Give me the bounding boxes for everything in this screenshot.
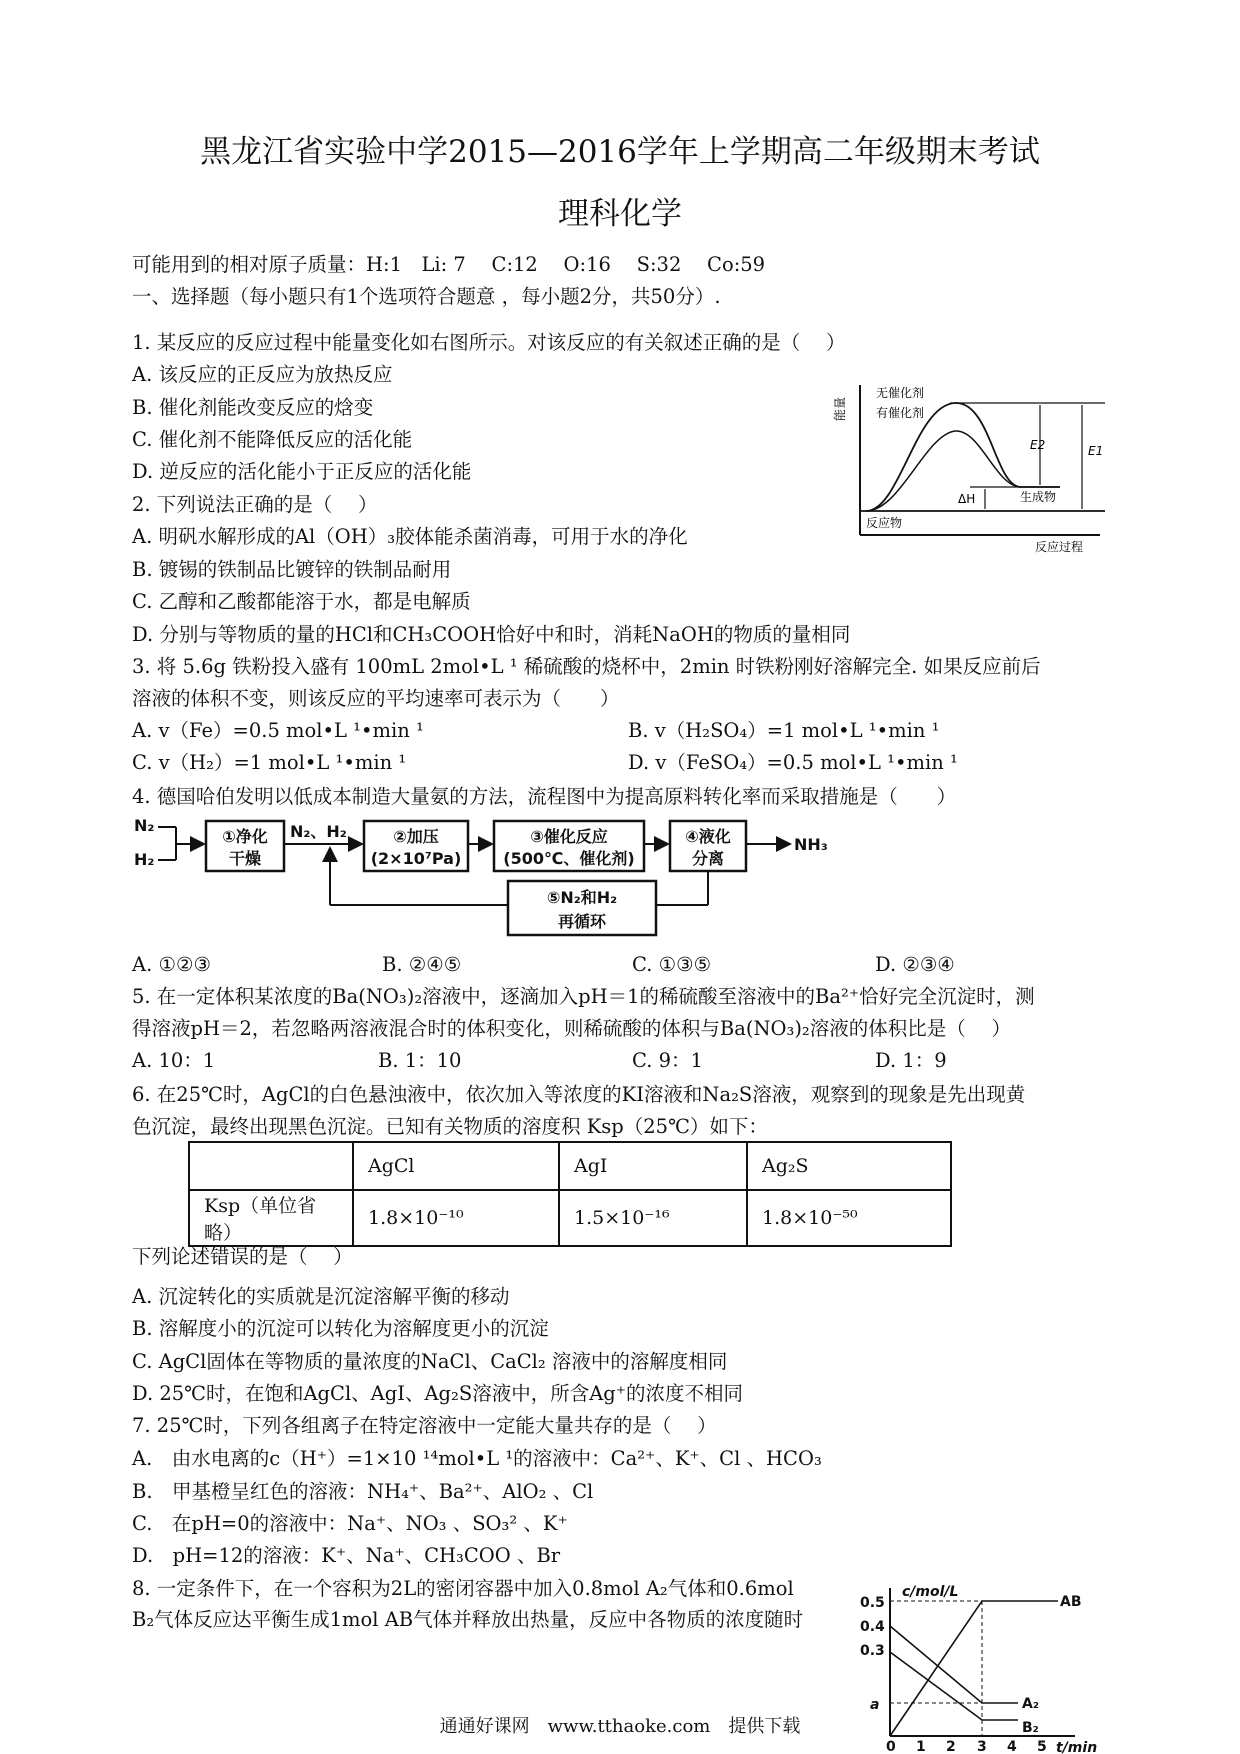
ksp-header-cell	[189, 1142, 353, 1190]
q1-stem: 1. 某反应的反应过程中能量变化如右图所示。对该反应的有关叙述正确的是（ ）	[132, 331, 846, 354]
x-tick: 1	[916, 1739, 926, 1754]
product-label: 生成物	[1020, 490, 1057, 504]
q2-option-d: D. 分别与等物质的量的HCl和CH₃COOH恰好中和时，消耗NaOH的物质的量相同	[132, 623, 851, 646]
x-tick: 4	[1007, 1739, 1017, 1754]
flow-mid-label: N₂、H₂	[290, 822, 347, 841]
series-a2-line	[890, 1626, 1018, 1703]
q2-stem: 2. 下列说法正确的是（ ）	[132, 493, 378, 516]
fig-xlabel: 反应过程	[1035, 540, 1084, 554]
q5-option-b: B. 1：10	[378, 1049, 462, 1072]
q1-option-b: B. 催化剂能改变反应的焓变	[132, 396, 374, 419]
x-tick: 0	[886, 1739, 896, 1754]
q3-option-a: A. v（Fe）=0.5 mol•L ¹•min ¹	[132, 719, 424, 742]
flow-n2: N₂	[134, 816, 155, 835]
q5-option-d: D. 1：9	[875, 1049, 947, 1072]
dh-label: ΔH	[958, 492, 976, 506]
q4-stem: 4. 德国哈伯发明以低成本制造大量氨的方法，流程图中为提高原料转化率而采取措施是（ ）	[132, 785, 957, 808]
q6-stem-2: 色沉淀，最终出现黑色沉淀。已知有关物质的溶度积 Ksp（25℃）如下：	[132, 1115, 768, 1138]
q8-stem-1: 8. 一定条件下，在一个容积为2L的密闭容器中加入0.8mol A₂气体和0.6mol	[132, 1577, 794, 1600]
q5-stem-2: 得溶液pH＝2，若忽略两溶液混合时的体积变化，则稀硫酸的体积与Ba(NO₃)₂溶液的体积比是（ ）	[132, 1017, 1011, 1040]
q7-option-c: C. 在pH=0的溶液中：Na⁺、NO₃ 、SO₃² 、K⁺	[132, 1512, 568, 1535]
e1-label: E1	[1088, 444, 1104, 458]
flow-box4-line1: ④液化	[685, 827, 731, 846]
q1-option-d: D. 逆反应的活化能小于正反应的活化能	[132, 460, 472, 483]
q4-option-d: D. ②③④	[875, 953, 955, 976]
x-tick: 5	[1037, 1739, 1047, 1754]
flow-box1-line1: ①净化	[222, 827, 268, 846]
ksp-header-cell: AgCl	[353, 1142, 559, 1190]
q6-option-c: C. AgCl固体在等物质的量浓度的NaCl、CaCl₂ 溶液中的溶解度相同	[132, 1350, 728, 1373]
q6-stem-1: 6. 在25℃时，AgCl的白色悬浊液中，依次加入等浓度的KI溶液和Na₂S溶液，观察到的现象是先出现黄	[132, 1083, 1026, 1106]
ksp-value-cell: 1.5×10⁻¹⁶	[559, 1190, 747, 1246]
ksp-header-cell: Ag₂S	[747, 1142, 951, 1190]
footer-source: 通通好课网 www.tthaoke.com 提供下载	[439, 1716, 801, 1737]
e2-label: E2	[1030, 438, 1046, 452]
y-tick: 0.4	[860, 1619, 885, 1635]
series-label-a2: A₂	[1022, 1696, 1039, 1712]
graph-ylabel: c/mol/L	[902, 1584, 959, 1600]
y-tick: 0.3	[860, 1643, 885, 1659]
ksp-value-row	[189, 1190, 951, 1246]
series-label-b2: B₂	[1022, 1720, 1039, 1736]
q3-option-b: B. v（H₂SO₄）=1 mol•L ¹•min ¹	[628, 719, 940, 742]
q1-option-a: A. 该反应的正反应为放热反应	[132, 363, 393, 386]
catalysed-curve	[866, 431, 1020, 511]
q6-option-d: D. 25℃时，在饱和AgCl、AgI、Ag₂S溶液中，所含Ag⁺的浓度不相同	[132, 1382, 744, 1405]
ksp-value-cell: 1.8×10⁻⁵⁰	[747, 1190, 951, 1246]
flow-output: NH₃	[794, 835, 828, 854]
q7-option-b: B. 甲基橙呈红色的溶液：NH₄⁺、Ba²⁺、AlO₂ 、Cl	[132, 1480, 594, 1503]
flow-box2-line1: ②加压	[393, 827, 439, 846]
q5-option-c: C. 9：1	[632, 1049, 703, 1072]
q3-option-c: C. v（H₂）=1 mol•L ¹•min ¹	[132, 751, 407, 774]
no-catalyst-label: 无催化剂	[876, 386, 925, 400]
section-heading: 一、选择题（每小题只有1个选项符合题意 ，每小题2分，共50分）.	[132, 285, 721, 308]
q6-option-a: A. 沉淀转化的实质就是沉淀溶解平衡的移动	[132, 1285, 510, 1308]
flow-box4-line2: 分离	[691, 849, 725, 868]
q6-lead: 下列论述错误的是（ ）	[132, 1245, 353, 1268]
q1-option-c: C. 催化剂不能降低反应的活化能	[132, 428, 413, 451]
q4-option-b: B. ②④⑤	[382, 953, 462, 976]
q3-stem-2: 溶液的体积不变，则该反应的平均速率可表示为（ ）	[132, 687, 620, 710]
flow-box2-line2: (2×10⁷Pa)	[370, 849, 462, 868]
atomic-masses: 可能用到的相对原子质量：H:1 Li: 7 C:12 O:16 S:32 Co:59	[132, 253, 766, 276]
q4-option-a: A. ①②③	[132, 953, 211, 976]
catalyst-label: 有催化剂	[876, 406, 925, 420]
q7-stem: 7. 25℃时，下列各组离子在特定溶液中一定能大量共存的是（ ）	[132, 1414, 717, 1437]
exam-subtitle: 理科化学	[558, 196, 682, 232]
q2-option-c: C. 乙醇和乙酸都能溶于水，都是电解质	[132, 590, 471, 613]
flow-box1-line2: 干燥	[228, 849, 262, 868]
q8-stem-2: B₂气体反应达平衡生成1mol AB气体并释放出热量，反应中各物质的浓度随时	[132, 1608, 804, 1631]
q7-option-a: A. 由水电离的c（H⁺）=1×10 ¹⁴mol•L ¹的溶液中：Ca²⁺、K⁺、Cl 、HCO₃	[132, 1447, 822, 1470]
q6-option-b: B. 溶解度小的沉淀可以转化为溶解度更小的沉淀	[132, 1317, 549, 1340]
series-b2-line	[890, 1652, 1018, 1720]
ksp-table	[188, 1141, 952, 1247]
flow-box5-line1: ⑤N₂和H₂	[546, 888, 618, 907]
q2-option-a: A. 明矾水解形成的Al（OH）₃胶体能杀菌消毒，可用于水的净化	[132, 525, 688, 548]
y-tick: 0.5	[860, 1595, 885, 1611]
x-tick: 3	[977, 1739, 987, 1754]
haber-flowchart	[130, 815, 870, 945]
y-tick: a	[870, 1697, 880, 1713]
flow-h2: H₂	[134, 850, 155, 869]
q5-stem-1: 5. 在一定体积某浓度的Ba(NO₃)₂溶液中，逐滴加入pH＝1的稀硫酸至溶液中的Ba²⁺恰好完全沉淀时，测	[132, 985, 1035, 1008]
series-label-ab: AB	[1060, 1594, 1082, 1610]
flow-box3-line1: ③催化反应	[530, 827, 608, 846]
flow-box5-line2: 再循环	[557, 912, 607, 931]
flow-box3-line2: (500℃、催化剂)	[503, 849, 635, 868]
q3-option-d: D. v（FeSO₄）=0.5 mol•L ¹•min ¹	[628, 751, 958, 774]
graph-xlabel: t/min	[1056, 1740, 1098, 1754]
q4-option-c: C. ①③⑤	[632, 953, 712, 976]
q7-option-d: D. pH=12的溶液：K⁺、Na⁺、CH₃COO 、Br	[132, 1544, 561, 1567]
energy-diagram	[830, 385, 1120, 555]
ksp-header-row	[189, 1142, 951, 1190]
ksp-header-cell: AgI	[559, 1142, 747, 1190]
exam-title: 黑龙江省实验中学2015—2016学年上学期高二年级期末考试	[200, 134, 1040, 170]
q2-option-b: B. 镀锡的铁制品比镀锌的铁制品耐用	[132, 558, 452, 581]
reactant-label: 反应物	[866, 516, 903, 530]
fig-ylabel: 能量	[833, 396, 847, 421]
ksp-value-cell: 1.8×10⁻¹⁰	[353, 1190, 559, 1246]
q3-stem-1: 3. 将 5.6g 铁粉投入盛有 100mL 2mol•L ¹ 稀硫酸的烧杯中，2min 时铁粉刚好溶解完全. 如果反应前后	[132, 655, 1041, 678]
x-tick: 2	[946, 1739, 956, 1754]
q5-option-a: A. 10：1	[132, 1049, 216, 1072]
ksp-row-label: Ksp（单位省略）	[189, 1190, 353, 1246]
